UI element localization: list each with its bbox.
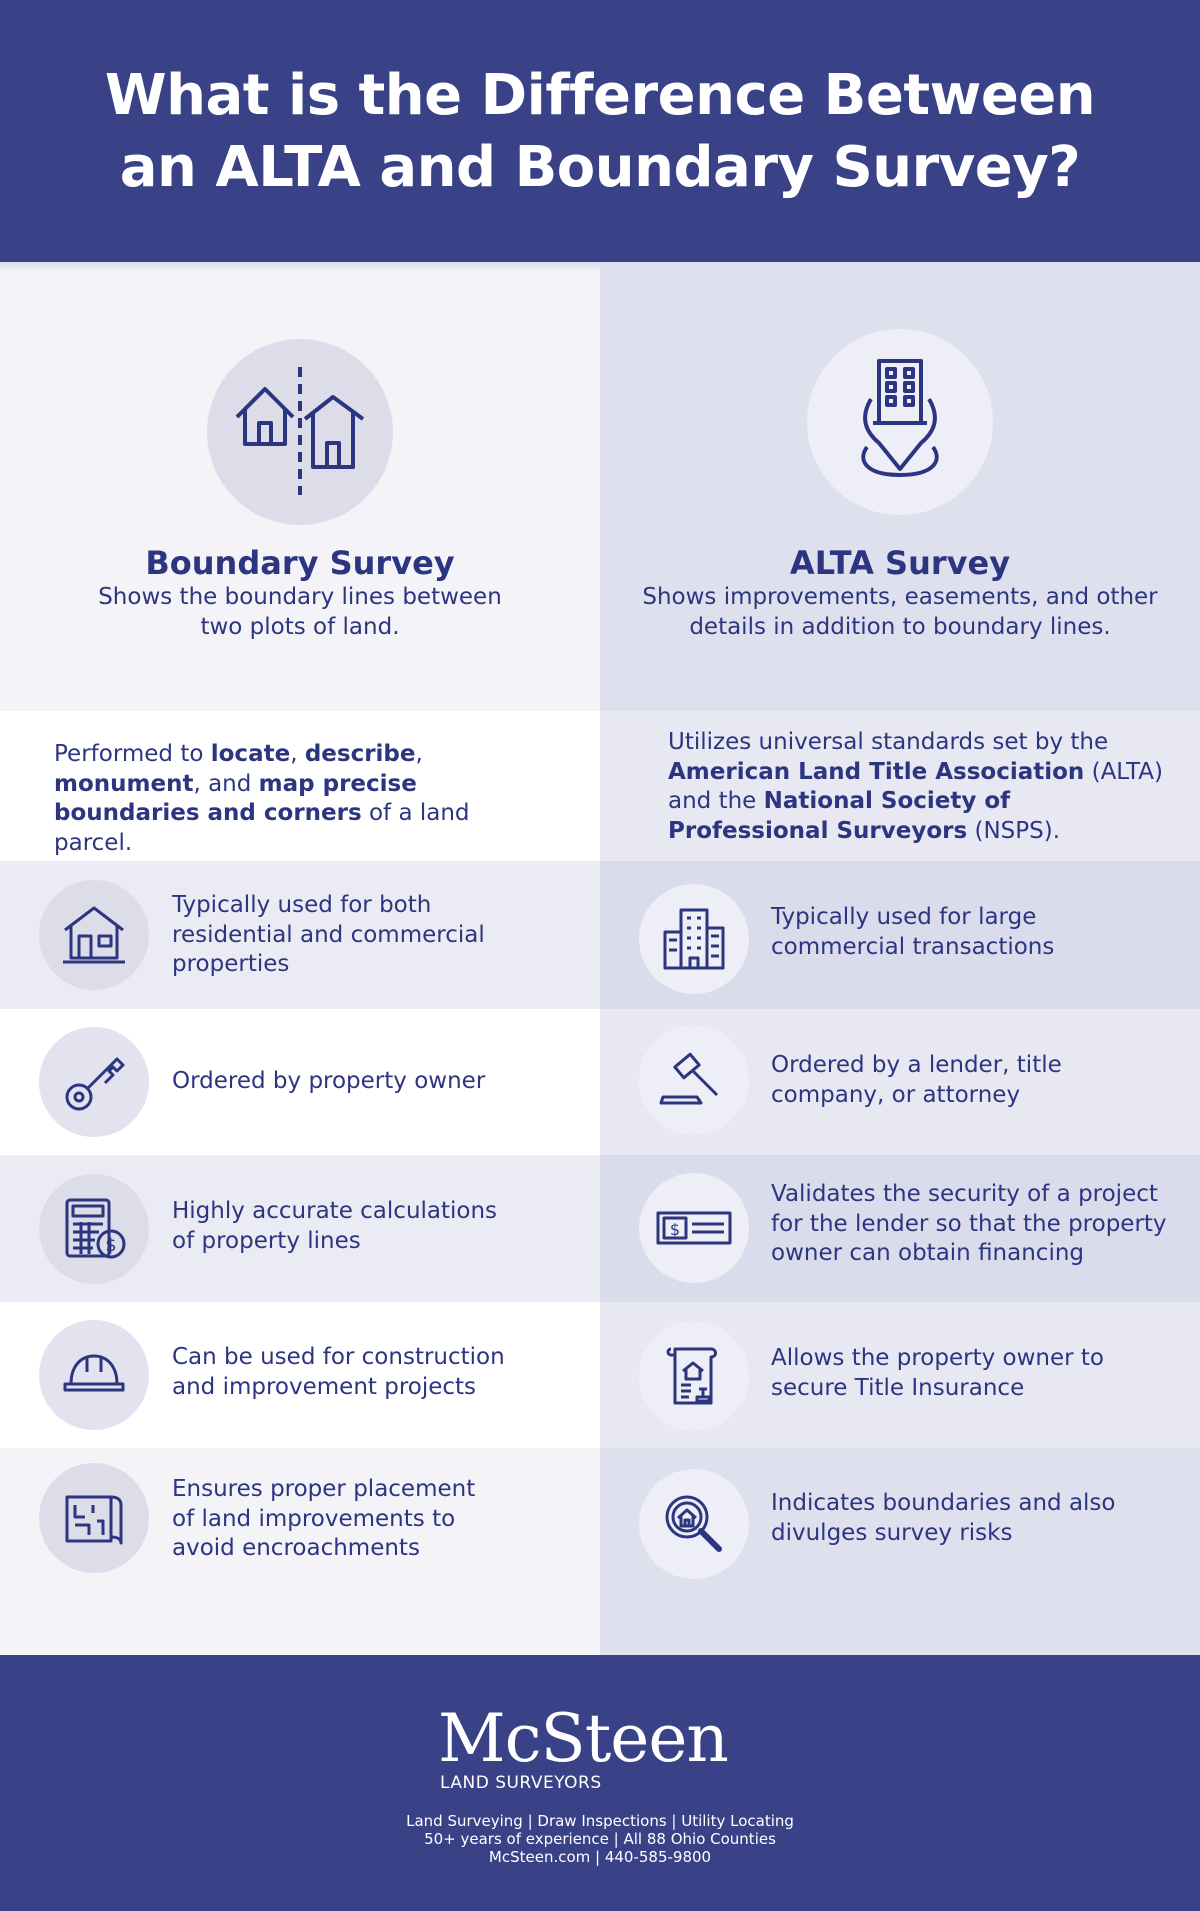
alta-item-4-text: Allows the property owner to secure Title Insurance	[771, 1345, 1104, 1401]
header-banner	[0, 0, 1200, 262]
boundary-item-4-text: Can be used for construction and improvement projects	[172, 1344, 505, 1400]
key-icon	[59, 1047, 129, 1117]
magnifier-house-icon	[659, 1489, 729, 1559]
key-icon-circle	[39, 1027, 149, 1137]
svg-text:$: $	[105, 1235, 117, 1256]
house-icon-circle	[39, 880, 149, 990]
boundary-lead-text: Performed to locate, describe, monument, and map precise boundaries and corners of a land parcel.	[54, 741, 470, 856]
title-document-icon	[659, 1341, 729, 1411]
boundary-survey-title: Boundary Survey	[145, 544, 455, 582]
gavel-icon-circle	[639, 1025, 749, 1135]
footer-contact[interactable]: McSteen.com | 440-585-9800	[488, 1848, 712, 1866]
alta-item-3-text: Validates the security of a project for the lender so that the property owner can obtain financing	[771, 1181, 1167, 1266]
svg-text:$: $	[669, 1220, 681, 1239]
alta-item-5-text: Indicates boundaries and also divulges survey risks	[771, 1490, 1116, 1546]
boundary-item-2-text: Ordered by property owner	[172, 1068, 486, 1094]
logo-wordmark: McSteen	[438, 1700, 728, 1777]
footer-services: Land Surveying | Draw Inspections | Utility Locating	[406, 1812, 794, 1830]
alta-lead-text: Utilizes universal standards set by the American Land Title Association (ALTA) and the National Society of Professional Surveyors (NSPS).	[668, 729, 1163, 844]
building-location-icon	[807, 329, 993, 515]
footer-experience: 50+ years of experience | All 88 Ohio Counties	[424, 1830, 776, 1848]
check-dollar-icon-circle	[639, 1173, 749, 1283]
boundary-item-1-text: Typically used for both residential and commercial properties	[172, 892, 485, 977]
office-building-icon-circle	[639, 884, 749, 994]
alta-item-1-text: Typically used for large commercial transactions	[771, 904, 1055, 960]
blueprint-icon	[59, 1483, 129, 1553]
logo-subtitle: LAND SURVEYORS	[440, 1773, 602, 1793]
calculator-icon-circle	[39, 1174, 149, 1284]
alta-survey-description: Shows improvements, easements, and other details in addition to boundary lines.	[642, 584, 1158, 640]
boundary-houses-circle	[207, 339, 393, 525]
gavel-icon	[659, 1045, 729, 1115]
houses-divider-icon	[207, 339, 393, 525]
magnifier-house-icon-circle	[639, 1469, 749, 1579]
title-document-icon-circle	[639, 1321, 749, 1431]
alta-building-circle	[807, 329, 993, 515]
boundary-survey-description: Shows the boundary lines between two plots of land.	[98, 584, 502, 640]
hard-hat-icon-circle	[39, 1320, 149, 1430]
page-title: What is the Difference Between an ALTA and Boundary Survey?	[104, 63, 1096, 200]
hard-hat-icon	[59, 1340, 129, 1410]
calculator-dollar-icon	[59, 1194, 129, 1264]
boundary-item-5-text: Ensures proper placement of land improvements to avoid encroachments	[172, 1476, 476, 1561]
blueprint-icon-circle	[39, 1463, 149, 1573]
office-building-icon	[659, 904, 729, 974]
alta-survey-title: ALTA Survey	[789, 544, 1011, 582]
mcsteen-logo	[438, 1700, 768, 1793]
alta-item-2-text: Ordered by a lender, title company, or attorney	[771, 1052, 1062, 1108]
check-dollar-icon	[654, 1193, 734, 1263]
boundary-item-3-text: Highly accurate calculations of property lines	[172, 1198, 498, 1254]
house-icon	[59, 900, 129, 970]
